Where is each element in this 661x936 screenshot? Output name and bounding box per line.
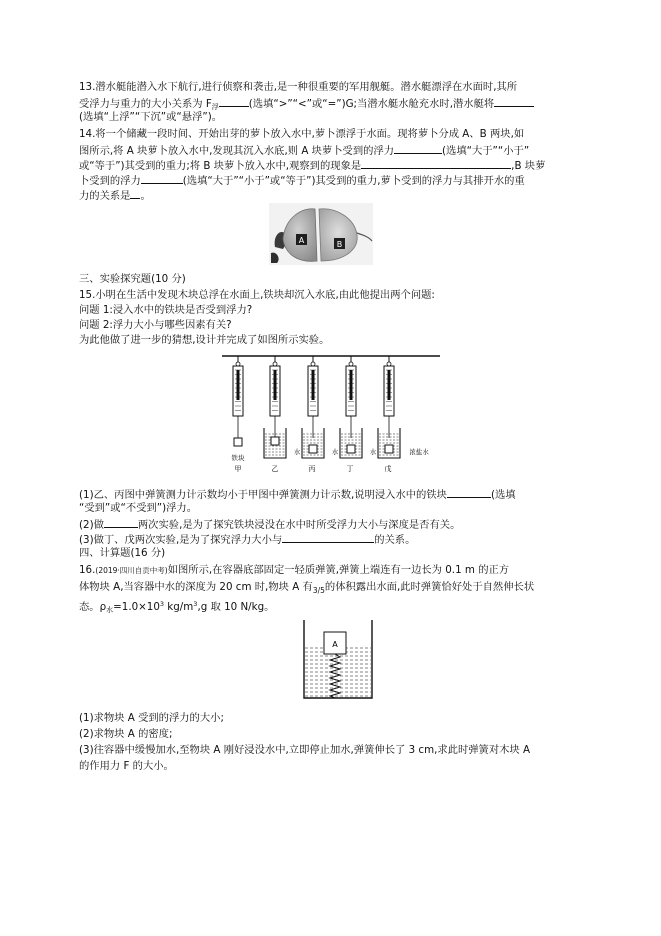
block-a-label: A bbox=[332, 640, 338, 649]
label-ding: 丁 bbox=[346, 465, 354, 473]
scale-yi bbox=[264, 356, 286, 458]
scale-ding bbox=[340, 356, 362, 458]
section-3-heading: 三、实验探究题(10 分) bbox=[79, 273, 186, 285]
q14-line-2: 图所示,将 A 块萝卜放入水中,发现其沉入水底,则 A 块萝卜受到的浮力 (选填“大于”“小于” bbox=[79, 142, 529, 158]
label-bing: 丙 bbox=[308, 465, 316, 473]
scale-wu bbox=[378, 356, 400, 458]
radish-label-b: B bbox=[336, 240, 343, 249]
label-water-1: 水 bbox=[293, 448, 301, 456]
q15-answer-3: (3)做丁、戊两次实验,是为了探究浮力大小与 的关系。 bbox=[79, 531, 415, 547]
label-wu: 戊 bbox=[384, 465, 392, 473]
q15-line-1: 15.小明在生活中发现木块总浮在水面上,铁块却沉入水底,由此他提出两个问题: bbox=[79, 289, 435, 301]
radish-photo bbox=[269, 203, 373, 265]
q16-part-1: (1)求物块 A 受到的浮力的大小; bbox=[79, 712, 224, 724]
q14-blank-2[interactable] bbox=[361, 157, 511, 169]
radish-label-a: A bbox=[298, 236, 305, 245]
label-water-3: 水 bbox=[369, 448, 377, 456]
fraction-three-fifths: 3/5 bbox=[312, 586, 325, 595]
q15-blank-1[interactable] bbox=[447, 486, 491, 498]
q14-line-5: 力的关系是 。 bbox=[79, 187, 151, 203]
container-figure bbox=[300, 618, 376, 700]
scale-bing bbox=[302, 356, 324, 458]
q14-line-1: 14.将一个储藏一段时间、开始出芽的萝卜放入水中,萝卜漂浮于水面。现将萝卜分成 A、B 两块,如 bbox=[79, 128, 525, 140]
q15-line-3: 问题 2:浮力大小与哪些因素有关? bbox=[79, 319, 232, 331]
q14-blank-4[interactable] bbox=[130, 187, 140, 199]
q13-line-3: (选填“上浮”“下沉”或“悬浮”)。 bbox=[79, 111, 223, 123]
q15-answer-1: (1)乙、丙图中弹簧测力计示数均小于甲图中弹簧测力计示数,说明浸入水中的铁块 (选填 bbox=[79, 486, 516, 502]
q16-line-2: 体物块 A,当容器中水的深度为 20 cm 时,物块 A 有$_{3/5}$的体积露出水面,此时弹簧恰好处于自然伸长状 bbox=[79, 581, 535, 595]
q16-part-4: 的作用力 F 的大小。 bbox=[79, 760, 174, 772]
q14-line-4: 卜受到的浮力 (选填“大于”“小于”或“等于”)其受到的重力,萝卜受到的浮力与其排开水的重 bbox=[79, 172, 525, 188]
q15-blank-2[interactable] bbox=[104, 516, 138, 528]
q15-blank-3[interactable] bbox=[282, 531, 374, 543]
q13-blank-1[interactable] bbox=[219, 95, 249, 107]
q15-line-4: 为此他做了进一步的猜想,设计并完成了如图所示实验。 bbox=[79, 334, 330, 346]
q13-blank-2[interactable] bbox=[494, 95, 534, 107]
spring-scale-figure bbox=[216, 348, 446, 474]
q15-line-2: 问题 1:浸入水中的铁块是否受到浮力? bbox=[79, 304, 253, 316]
q14-blank-3[interactable] bbox=[141, 172, 183, 184]
q13-line-1: 13.潜水艇能潜入水下航行,进行侦察和袭击,是一种很重要的军用舰艇。潜水艇漂浮在水面时,其所 bbox=[79, 81, 518, 93]
label-brine: 浓盐水 bbox=[409, 448, 429, 456]
label-water-2: 水 bbox=[331, 448, 339, 456]
q16-part-3: (3)往容器中缓慢加水,至物块 A 刚好浸没水中,立即停止加水,弹簧伸长了 3 cm,求此时弹簧对木块 A bbox=[79, 744, 531, 756]
label-yi: 乙 bbox=[271, 465, 279, 473]
q16-line-1: 16.(2019·四川自贡中考)如图所示,在容器底部固定一轻质弹簧,弹簧上端连有一边长为 0.1 m 的正方 bbox=[79, 564, 510, 576]
q15-answer-2: (2)做 两次实验,是为了探究铁块浸没在水中时所受浮力大小与深度是否有关。 bbox=[79, 516, 460, 532]
q14-blank-1[interactable] bbox=[394, 142, 442, 154]
q16-part-2: (2)求物块 A 的密度; bbox=[79, 728, 173, 740]
q14-line-3: 或“等于”)其受到的重力;将 B 块萝卜放入水中,观察到的现象是 ,B 块萝 bbox=[79, 157, 545, 173]
q13-line-2: 受浮力与重力的大小关系为 $F_浮$ (选填“>”“<”或“=”)G;当潜水艇水舱充水时,潜水艇将 bbox=[79, 95, 534, 114]
label-iron-block: 铁块 bbox=[231, 454, 245, 462]
label-jia: 甲 bbox=[234, 465, 242, 473]
q15-answer-1-cont: “受到”或“不受到”)浮力。 bbox=[79, 502, 198, 514]
scale-jia bbox=[233, 356, 243, 446]
q16-line-3: 态。$\rho_水=1.0\times 10^3$ $kg/m^3,g$ 取 10 N/kg。 bbox=[79, 600, 275, 614]
section-4-heading: 四、计算题(16 分) bbox=[79, 547, 166, 559]
